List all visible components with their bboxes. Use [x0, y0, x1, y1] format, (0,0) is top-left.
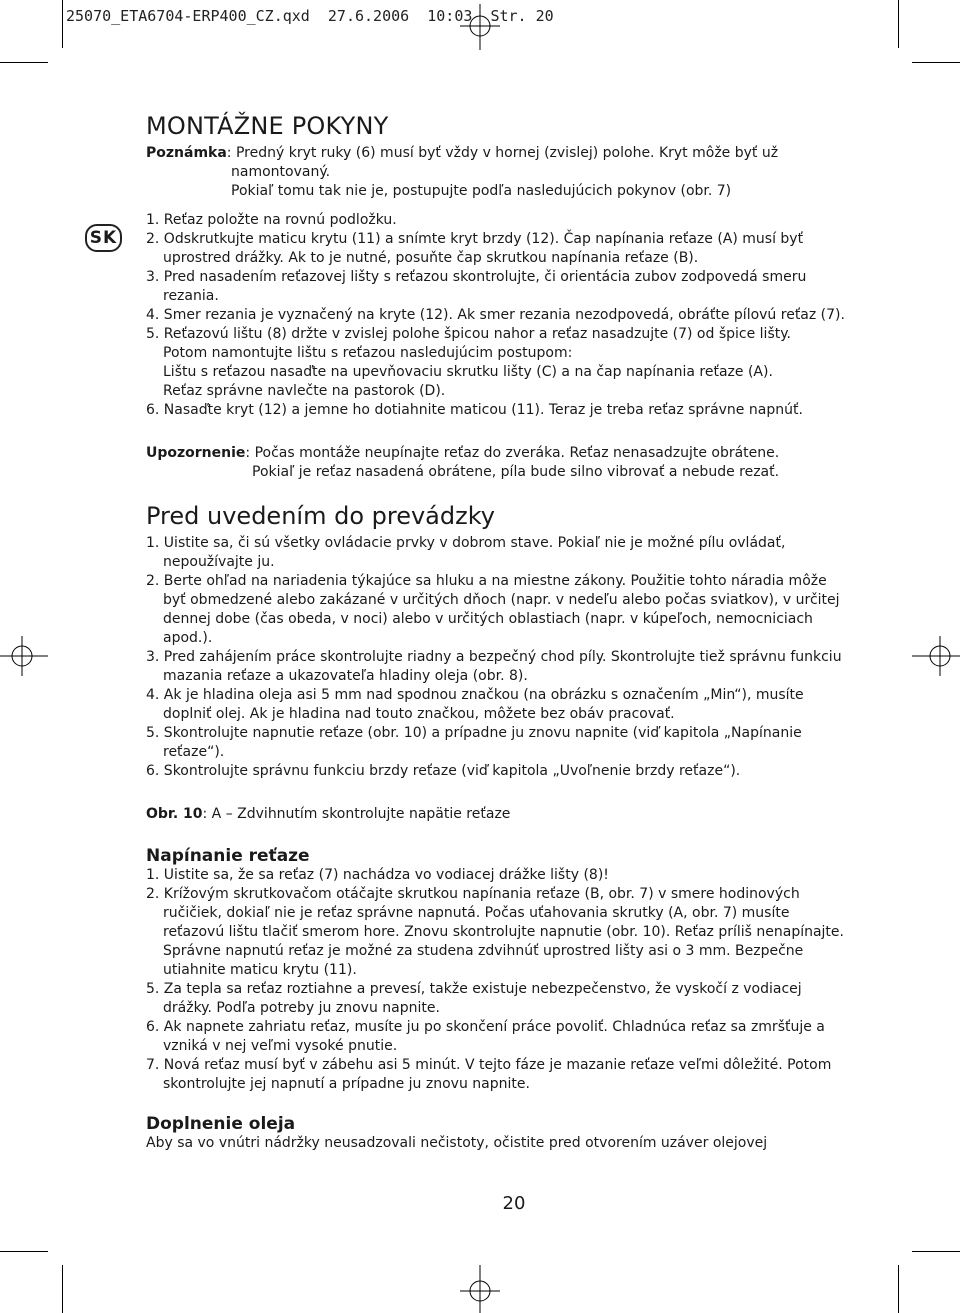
step-item: 7. Nová reťaz musí byť v zábehu asi 5 minút. V tejto fáze je mazanie reťaze veľmi dôležité. Potom skontrolujte jej napnutí a prípadne ju znovu napnite.: [146, 1057, 832, 1092]
step-item: 2. Berte ohľad na nariadenia týkajúce sa hluku a na miestne zákony. Použitie tohto náradia môže byť obmedzené alebo zakázané v určitých dňoch (napr. v nedeľu alebo počas sviatkov), v určitej dennej dobe (čas obeda, v noci) alebo v určitých oblastiach (napr. v kúpeľoch, nemocniciach apod.).: [146, 573, 840, 646]
step-item: 6. Skontrolujte správnu funkciu brzdy reťaze (viď kapitola „Uvoľnenie brzdy reťaze“).: [146, 763, 741, 779]
section-title: MONTÁŽNE POKYNY: [146, 112, 389, 140]
file-slug: 25070_ETA6704-ERP400_CZ.qxd 27.6.2006 10:03 Str. 20: [66, 7, 554, 25]
subsection-title: Doplnenie oleja: [146, 1114, 296, 1134]
step-item: 1. Reťaz položte na rovnú podložku.: [146, 212, 397, 228]
step-item: 1. Uistite sa, či sú všetky ovládacie prvky v dobrom stave. Pokiaľ nie je možné pílu ovládať, nepoužívajte ju.: [146, 535, 786, 570]
note-line: namontovaný.: [231, 164, 331, 180]
subsection-title: Napínanie reťaze: [146, 846, 310, 866]
note-line: [146, 144, 846, 163]
figure-label: Obr. 10: [146, 806, 203, 822]
step-item: 5. Skontrolujte napnutie reťaze (obr. 10) a prípadne ju znovu napnite (viď kapitola „Napínanie reťaze“).: [146, 725, 802, 760]
warning-label: Upozornenie: [146, 445, 246, 461]
step-item: 5. Za tepla sa reťaz roztiahne a prevesí, takže existuje nebezpečenstvo, že vyskočí z vodiacej drážky. Podľa potreby ju znovu napnite.: [146, 981, 802, 1016]
step-item: 6. Ak napnete zahriatu reťaz, musíte ju po skončení práce povoliť. Chladnúca reťaz sa zmršťuje a vzniká v nej veľmi vysoké pnutie.: [146, 1019, 825, 1054]
warning-text: : Počas montáže neupínajte reťaz do zveráka. Reťaz nenasadzujte obrátene.: [245, 445, 780, 461]
section-title: Pred uvedením do prevádzky: [146, 502, 495, 530]
step-item: 6. Nasaďte kryt (12) a jemne ho dotiahnite maticou (11). Teraz je treba reťaz správne napnúť.: [146, 402, 803, 418]
step-item: Reťaz správne navlečte na pastorok (D).: [163, 383, 446, 399]
crop-mark: [0, 62, 48, 63]
step-item: 5. Reťazovú lištu (8) držte v zvislej polohe špicou nahor a reťaz nasadzujte (7) od špice lišty.: [146, 326, 791, 342]
registration-mark-right: [912, 636, 960, 676]
registration-mark-bottom: [460, 1265, 500, 1313]
note-label: Poznámka: [146, 145, 227, 161]
step-item: 1. Uistite sa, že sa reťaz (7) nachádza vo vodiacej drážke lišty (8)!: [146, 867, 609, 883]
note-line: Pokiaľ tomu tak nie je, postupujte podľa nasledujúcich pokynov (obr. 7): [231, 183, 732, 199]
figure-text: : A – Zdvihnutím skontrolujte napätie reťaze: [202, 806, 511, 822]
crop-mark: [62, 1265, 63, 1313]
crop-mark: [912, 62, 960, 63]
crop-mark: [898, 0, 899, 48]
step-item: 2. Odskrutkujte maticu krytu (11) a snímte kryt brzdy (12). Čap napínania reťaze (A) musí byť uprostred drážky. Ak to je nutné, posuňte čap skrutkou napínania reťaze (B).: [146, 231, 804, 266]
step-item: 4. Smer rezania je vyznačený na kryte (12). Ak smer rezania nezodpovedá, obráťte pílovú reťaz (7).: [146, 307, 845, 323]
page-content: [146, 112, 846, 1153]
step-item: 2. Krížovým skrutkovačom otáčajte skrutkou napínania reťaze (B, obr. 7) v smere hodinových ručičiek, dokiaľ nie je reťaz správne napnutá. Počas uťahovania skrutky (A, obr. 7) musíte reťazovú lištu tlačiť smerom hore. Znovu skontrolujte napnutie (obr. 10). Reťaz príliš nenapínajte. Správne napnutú reťaz je možné za studena zdvihnúť uprostred lišty asi o 3 mm. Bezpečne utiahnite maticu krytu (11).: [146, 886, 844, 978]
step-item: 3. Pred nasadením reťazovej lišty s reťazou skontrolujte, či orientácia zubov zodpovedá smeru rezania.: [146, 269, 807, 304]
crop-mark: [0, 1251, 48, 1252]
step-item: Lištu s reťazou nasaďte na upevňovaciu skrutku lišty (C) a na čap napínania reťaze (A).: [163, 364, 773, 380]
warning-line: [146, 444, 846, 463]
step-item: Potom namontujte lištu s reťazou nasledujúcim postupom:: [163, 345, 573, 361]
step-item: 4. Ak je hladina oleja asi 5 mm nad spodnou značkou (na obrázku s označením „Min“), musíte doplniť olej. Ak je hladina nad touto značkou, môžete bez obáv pracovať.: [146, 687, 804, 722]
note-text: : Predný kryt ruky (6) musí byť vždy v hornej (zvislej) polohe. Kryt môže byť už: [226, 145, 779, 161]
crop-mark: [912, 1251, 960, 1252]
step-item: 3. Pred zahájením práce skontrolujte riadny a bezpečný chod píly. Skontrolujte tiež správnu funkciu mazania reťaze a ukazovateľa hladiny oleja (obr. 8).: [146, 649, 842, 684]
figure-caption: [146, 805, 846, 824]
paragraph: Aby sa vo vnútri nádržky neusadzovali nečistoty, očistite pred otvorením uzáver olejovej: [146, 1135, 768, 1151]
warning-line: Pokiaľ je reťaz nasadená obrátene, píla bude silno vibrovať a nebude rezať.: [252, 464, 780, 480]
crop-mark: [62, 0, 63, 48]
page-number: 20: [502, 1193, 526, 1214]
language-badge: SK: [85, 224, 122, 252]
crop-mark: [898, 1265, 899, 1313]
registration-mark-left: [0, 636, 48, 676]
